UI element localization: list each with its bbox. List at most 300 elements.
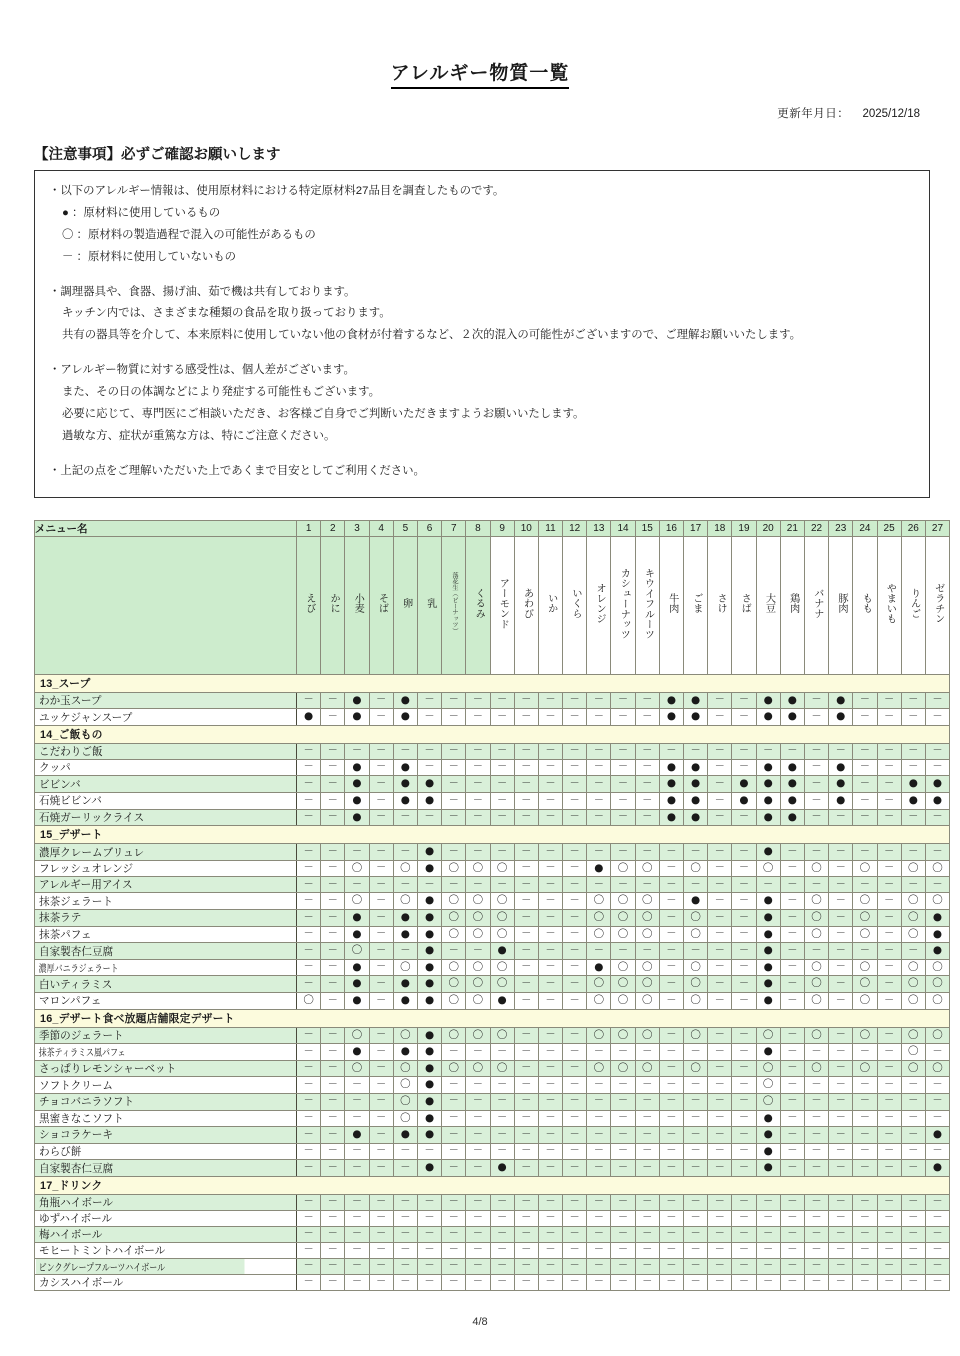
allergen-mark-cell <box>393 976 417 993</box>
allergen-mark-cell <box>538 943 562 960</box>
allergen-mark-cell <box>635 1093 659 1110</box>
allergen-mark: － <box>666 745 677 757</box>
allergen-mark: 〇 <box>859 861 871 874</box>
allergen-mark: － <box>859 1112 870 1124</box>
allergen-mark-cell <box>611 1127 635 1144</box>
allergen-mark-cell <box>780 709 804 726</box>
table-row[interactable] <box>35 1044 950 1061</box>
allergen-mark: － <box>835 745 846 757</box>
allergen-mark: － <box>303 1276 314 1288</box>
section-label: 13_スープ <box>35 674 950 692</box>
allergen-mark-cell <box>538 1258 562 1274</box>
allergen-mark: － <box>497 745 508 757</box>
allergen-mark: － <box>738 710 749 722</box>
allergen-mark: － <box>303 944 314 956</box>
allergen-mark-cell <box>369 1274 393 1290</box>
allergen-mark-cell <box>442 692 466 709</box>
allergen-mark: － <box>738 1029 749 1041</box>
allergen-mark: － <box>908 944 919 956</box>
allergen-mark: － <box>521 1029 532 1041</box>
allergen-mark-cell <box>708 1093 732 1110</box>
allergen-mark-cell <box>659 692 683 709</box>
allergen-mark: － <box>666 944 677 956</box>
allergen-mark-cell <box>877 1060 901 1077</box>
allergen-mark: 〇 <box>496 927 508 940</box>
allergen-mark: － <box>714 977 725 989</box>
allergen-label <box>659 536 683 674</box>
table-row[interactable] <box>35 1060 950 1077</box>
allergen-mark-cell <box>829 1077 853 1094</box>
table-row[interactable] <box>35 959 950 976</box>
allergen-mark-cell <box>804 976 828 993</box>
allergen-mark-cell <box>925 776 949 793</box>
allergen-mark: － <box>714 1276 725 1288</box>
allergen-mark-cell <box>853 1093 877 1110</box>
allergen-mark-cell <box>684 776 708 793</box>
allergen-mark: － <box>738 1161 749 1173</box>
allergen-mark-cell <box>829 993 853 1010</box>
allergen-mark: － <box>327 745 338 757</box>
allergen-mark-cell <box>442 860 466 877</box>
table-row[interactable] <box>35 1160 950 1177</box>
allergen-mark: 〇 <box>762 1028 774 1041</box>
allergen-mark-cell <box>829 1242 853 1258</box>
allergen-mark-cell <box>321 1160 345 1177</box>
allergen-mark: － <box>714 911 725 923</box>
allergen-mark-cell <box>659 1210 683 1226</box>
allergen-mark: ● <box>400 1045 410 1058</box>
allergen-mark: － <box>884 777 895 789</box>
allergen-label-text: 大豆 <box>763 593 775 614</box>
allergen-mark-cell <box>587 959 611 976</box>
allergen-mark-cell <box>925 1143 949 1160</box>
allergen-mark: 〇 <box>400 1111 411 1124</box>
allergen-mark: 〇 <box>690 927 701 940</box>
allergen-mark-cell <box>684 1194 708 1210</box>
table-row[interactable] <box>35 877 950 893</box>
allergen-mark-cell <box>369 692 393 709</box>
allergen-mark-cell <box>780 1077 804 1094</box>
allergen-mark-cell <box>611 860 635 877</box>
allergen-mark-cell <box>708 910 732 927</box>
allergen-mark-cell <box>659 809 683 826</box>
allergen-mark-cell <box>466 793 490 810</box>
allergen-mark-cell <box>901 1258 925 1274</box>
table-row[interactable] <box>35 1027 950 1044</box>
allergen-mark-cell <box>563 1160 587 1177</box>
allergen-mark: － <box>521 1128 532 1140</box>
allergen-mark: － <box>424 1276 435 1288</box>
allergen-mark: － <box>448 1244 459 1256</box>
allergen-mark-cell <box>563 1143 587 1160</box>
allergen-mark: － <box>714 1112 725 1124</box>
allergen-mark: － <box>884 961 895 973</box>
allergen-mark-cell <box>635 844 659 861</box>
table-row[interactable] <box>35 893 950 910</box>
allergen-mark: － <box>714 710 725 722</box>
allergen-mark-cell <box>659 976 683 993</box>
allergen-mark: － <box>521 994 532 1006</box>
allergen-mark-cell <box>877 959 901 976</box>
allergen-mark-cell <box>490 776 514 793</box>
table-row[interactable] <box>35 1226 950 1242</box>
allergen-mark: － <box>303 1112 314 1124</box>
allergen-mark-cell <box>853 1258 877 1274</box>
allergen-mark: ● <box>763 777 773 790</box>
allergen-mark-cell <box>321 1044 345 1061</box>
allergen-mark: － <box>666 878 677 890</box>
allergen-mark-cell <box>611 1143 635 1160</box>
allergen-mark-cell <box>732 1044 756 1061</box>
allergen-mark-cell <box>611 844 635 861</box>
allergen-mark: － <box>545 710 556 722</box>
allergen-mark: － <box>763 1196 774 1208</box>
allergen-mark: ● <box>424 794 435 807</box>
allergen-mark: － <box>714 1045 725 1057</box>
allergen-mark: － <box>714 845 725 857</box>
allergen-mark: － <box>666 894 677 906</box>
allergen-mark: － <box>545 1212 556 1224</box>
allergen-mark-cell <box>732 1194 756 1210</box>
allergen-label-text: かに <box>328 593 340 614</box>
allergen-mark-cell <box>901 709 925 726</box>
allergen-mark-cell <box>732 1110 756 1127</box>
allergen-mark: － <box>666 1244 677 1256</box>
allergen-mark-cell <box>345 959 369 976</box>
allergen-mark: － <box>666 1045 677 1057</box>
allergen-mark: － <box>642 1260 653 1272</box>
allergen-mark: － <box>545 911 556 923</box>
table-row[interactable] <box>35 1127 950 1144</box>
update-date-value: 2025/12/18 <box>862 108 920 120</box>
allergen-mark: － <box>908 1212 919 1224</box>
allergen-mark-cell <box>732 893 756 910</box>
allergen-mark: － <box>835 1196 846 1208</box>
table-row[interactable] <box>35 743 950 759</box>
allergen-mark: － <box>448 878 459 890</box>
allergen-mark-cell <box>659 793 683 810</box>
allergen-mark: － <box>690 745 701 757</box>
allergen-mark-cell <box>829 976 853 993</box>
table-row[interactable] <box>35 692 950 709</box>
allergen-mark: － <box>521 1196 532 1208</box>
allergen-mark-cell <box>708 1044 732 1061</box>
allergen-mark-cell <box>732 943 756 960</box>
table-row[interactable] <box>35 844 950 861</box>
allergen-mark: － <box>738 811 749 823</box>
allergen-mark-cell <box>925 1127 949 1144</box>
allergen-mark: － <box>569 794 580 806</box>
allergen-mark-cell <box>780 692 804 709</box>
table-row[interactable] <box>35 1210 950 1226</box>
allergen-mark: － <box>569 1196 580 1208</box>
allergen-mark: － <box>521 1145 532 1157</box>
allergen-mark: － <box>835 1045 846 1057</box>
allergen-mark-cell <box>587 1274 611 1290</box>
allergen-mark-cell <box>490 1060 514 1077</box>
allergen-mark-cell <box>490 959 514 976</box>
allergen-mark: ● <box>400 794 410 807</box>
table-row[interactable] <box>35 926 950 943</box>
allergen-mark-cell <box>901 1110 925 1127</box>
allergen-mark-cell <box>659 926 683 943</box>
allergen-mark: － <box>351 1112 362 1124</box>
table-row[interactable] <box>35 776 950 793</box>
allergen-mark: 〇 <box>859 927 871 940</box>
table-row[interactable] <box>35 1242 950 1258</box>
allergen-mark-cell <box>297 743 321 759</box>
allergen-mark: ● <box>787 777 797 790</box>
allergen-mark: － <box>303 1260 314 1272</box>
allergen-mark-cell <box>756 943 780 960</box>
allergen-mark: － <box>714 1029 725 1041</box>
allergen-mark: 〇 <box>641 1028 653 1041</box>
allergen-mark-cell <box>345 809 369 826</box>
allergen-mark-cell <box>466 976 490 993</box>
allergen-mark-cell <box>925 1077 949 1094</box>
allergen-mark-cell <box>635 877 659 893</box>
allergen-mark-cell <box>611 993 635 1010</box>
table-row[interactable] <box>35 1110 950 1127</box>
allergen-mark: － <box>569 761 580 773</box>
header-name-blank <box>35 536 297 674</box>
allergen-mark: 〇 <box>762 861 774 874</box>
allergen-mark-cell <box>514 976 538 993</box>
allergen-mark-cell <box>684 692 708 709</box>
allergen-mark-cell <box>417 1044 441 1061</box>
table-row[interactable] <box>35 1258 950 1274</box>
allergen-mark: ● <box>763 810 773 823</box>
allergen-mark-cell <box>756 759 780 776</box>
allergen-mark-cell <box>901 926 925 943</box>
allergen-mark: － <box>497 794 508 806</box>
allergen-mark-cell <box>466 776 490 793</box>
allergen-mark: － <box>884 1260 895 1272</box>
allergen-mark: － <box>521 1161 532 1173</box>
table-row[interactable] <box>35 910 950 927</box>
allergen-mark-cell <box>442 1226 466 1242</box>
allergen-label <box>297 536 321 674</box>
allergen-mark-cell <box>345 976 369 993</box>
menu-item-name: 梅ハイボール <box>35 1226 297 1242</box>
allergen-mark-cell <box>635 993 659 1010</box>
allergen-mark: － <box>763 745 774 757</box>
allergen-mark: － <box>521 1062 532 1074</box>
allergen-mark: － <box>811 1212 822 1224</box>
allergen-mark-cell <box>732 743 756 759</box>
allergen-mark-cell <box>417 759 441 776</box>
allergen-mark-cell <box>804 743 828 759</box>
allergen-mark: － <box>569 1095 580 1107</box>
allergen-mark-cell <box>321 993 345 1010</box>
allergen-mark: － <box>811 1112 822 1124</box>
allergen-mark-cell <box>853 860 877 877</box>
allergen-mark: － <box>908 1112 919 1124</box>
allergen-mark: 〇 <box>448 1028 459 1041</box>
allergen-mark: － <box>593 1196 604 1208</box>
allergen-mark: ● <box>352 977 362 990</box>
allergen-mark: － <box>690 1228 701 1240</box>
table-row[interactable] <box>35 1194 950 1210</box>
allergen-mark-cell <box>490 1210 514 1226</box>
allergen-label <box>369 536 393 674</box>
allergen-mark: － <box>714 811 725 823</box>
allergen-mark: － <box>835 1161 846 1173</box>
allergen-mark: 〇 <box>859 1028 871 1041</box>
allergen-mark-cell <box>925 692 949 709</box>
allergen-mark: － <box>642 1161 653 1173</box>
table-row[interactable] <box>35 1093 950 1110</box>
allergen-mark: ● <box>787 794 797 807</box>
allergen-mark-cell <box>345 993 369 1010</box>
allergen-mark-cell <box>369 860 393 877</box>
allergen-mark-cell <box>490 993 514 1010</box>
table-row[interactable] <box>35 1143 950 1160</box>
allergen-mark: 〇 <box>400 1094 411 1107</box>
allergen-mark: 〇 <box>908 960 919 973</box>
allergen-mark: ● <box>424 1094 435 1107</box>
allergen-mark-cell <box>829 1274 853 1290</box>
allergen-mark-cell <box>538 877 562 893</box>
table-row[interactable] <box>35 809 950 826</box>
allergen-mark: 〇 <box>351 1028 363 1041</box>
menu-item-name: 濃厚バニラジェラート <box>35 959 245 976</box>
allergen-mark-cell <box>611 709 635 726</box>
allergen-mark: － <box>666 1078 677 1090</box>
allergen-mark-cell <box>659 709 683 726</box>
allergen-mark-cell <box>780 959 804 976</box>
allergen-mark-cell <box>853 1210 877 1226</box>
allergen-mark-cell <box>538 959 562 976</box>
allergen-number-header: 23 <box>829 520 853 536</box>
allergen-mark: － <box>714 1196 725 1208</box>
allergen-mark: － <box>908 1260 919 1272</box>
allergen-mark-cell <box>925 793 949 810</box>
table-row[interactable] <box>35 709 950 726</box>
allergen-mark-cell <box>538 776 562 793</box>
allergen-mark-cell <box>684 1226 708 1242</box>
allergen-mark: － <box>835 1078 846 1090</box>
allergen-mark: － <box>908 1161 919 1173</box>
allergen-mark-cell <box>297 692 321 709</box>
allergen-mark-cell <box>514 1060 538 1077</box>
allergen-mark: ● <box>763 960 773 973</box>
allergen-mark-cell <box>708 1258 732 1274</box>
allergen-label <box>393 536 417 674</box>
allergen-mark-cell <box>780 1274 804 1290</box>
allergen-mark-cell <box>345 1060 369 1077</box>
allergen-mark: － <box>424 1196 435 1208</box>
allergen-mark-cell <box>877 1194 901 1210</box>
allergen-mark: － <box>448 811 459 823</box>
allergen-mark-cell <box>393 893 417 910</box>
allergen-mark: － <box>376 1029 387 1041</box>
allergen-mark-cell <box>442 1242 466 1258</box>
notice-line: ・アレルギー物質に対する感受性は、個人差がございます。 <box>49 364 355 377</box>
allergen-mark-cell <box>732 1258 756 1274</box>
table-row[interactable] <box>35 976 950 993</box>
allergen-mark: ● <box>932 777 943 790</box>
allergen-mark-cell <box>417 1127 441 1144</box>
allergen-mark-cell <box>635 976 659 993</box>
allergen-mark-cell <box>466 893 490 910</box>
allergen-mark: － <box>859 710 870 722</box>
table-row[interactable] <box>35 943 950 960</box>
allergen-mark-cell <box>925 1258 949 1274</box>
allergen-mark: － <box>472 878 483 890</box>
table-row[interactable] <box>35 793 950 810</box>
allergen-mark-cell <box>925 1210 949 1226</box>
allergen-mark: 〇 <box>617 1028 629 1041</box>
allergen-mark: － <box>521 894 532 906</box>
allergen-mark-cell <box>587 1210 611 1226</box>
allergen-mark: － <box>932 745 943 757</box>
allergen-mark: － <box>738 1062 749 1074</box>
table-row[interactable] <box>35 759 950 776</box>
allergen-mark-cell <box>611 1160 635 1177</box>
allergen-mark: － <box>351 1260 362 1272</box>
allergen-mark: － <box>738 1078 749 1090</box>
allergen-mark-cell <box>853 1127 877 1144</box>
allergen-mark: － <box>327 911 338 923</box>
allergen-mark-cell <box>442 993 466 1010</box>
allergen-mark: 〇 <box>472 960 484 973</box>
allergen-mark: － <box>448 1112 459 1124</box>
allergen-mark-cell <box>321 943 345 960</box>
allergen-mark-cell <box>417 1143 441 1160</box>
allergen-mark-cell <box>877 910 901 927</box>
allergen-mark-cell <box>901 1242 925 1258</box>
table-row[interactable] <box>35 993 950 1010</box>
table-row[interactable] <box>35 1077 950 1094</box>
allergen-mark-cell <box>804 1077 828 1094</box>
allergen-mark-cell <box>587 1044 611 1061</box>
allergen-mark-cell <box>635 1258 659 1274</box>
menu-name-header: メニュー名 <box>35 520 297 536</box>
allergen-mark: － <box>521 777 532 789</box>
allergen-mark-cell <box>829 1160 853 1177</box>
allergen-mark-cell <box>345 1258 369 1274</box>
allergen-mark-cell <box>345 1274 369 1290</box>
allergen-mark: － <box>303 777 314 789</box>
allergen-mark-cell <box>297 959 321 976</box>
allergen-label-text: ごま <box>690 593 702 614</box>
allergen-mark: ● <box>908 777 918 790</box>
allergen-mark: ● <box>691 777 701 790</box>
menu-item-name: 黒蜜きなこソフト <box>35 1110 297 1127</box>
allergen-mark: － <box>521 761 532 773</box>
table-row[interactable] <box>35 860 950 877</box>
allergen-mark-cell <box>563 1077 587 1094</box>
allergen-mark: － <box>932 1045 943 1057</box>
allergen-mark: － <box>327 1112 338 1124</box>
allergen-mark: － <box>618 878 629 890</box>
allergen-mark-cell <box>417 1110 441 1127</box>
allergen-mark-cell <box>804 860 828 877</box>
allergen-mark: － <box>714 862 725 874</box>
allergen-mark-cell <box>369 993 393 1010</box>
allergen-mark-cell <box>321 1027 345 1044</box>
table-row[interactable] <box>35 1274 950 1290</box>
allergen-mark-cell <box>659 1194 683 1210</box>
allergen-mark: － <box>424 1244 435 1256</box>
allergen-label <box>538 536 562 674</box>
allergen-mark: ● <box>497 1161 507 1174</box>
allergen-mark: － <box>593 1078 604 1090</box>
allergen-mark-cell <box>393 1077 417 1094</box>
menu-item-name: わか玉スープ <box>35 692 297 709</box>
allergen-mark: － <box>787 944 798 956</box>
